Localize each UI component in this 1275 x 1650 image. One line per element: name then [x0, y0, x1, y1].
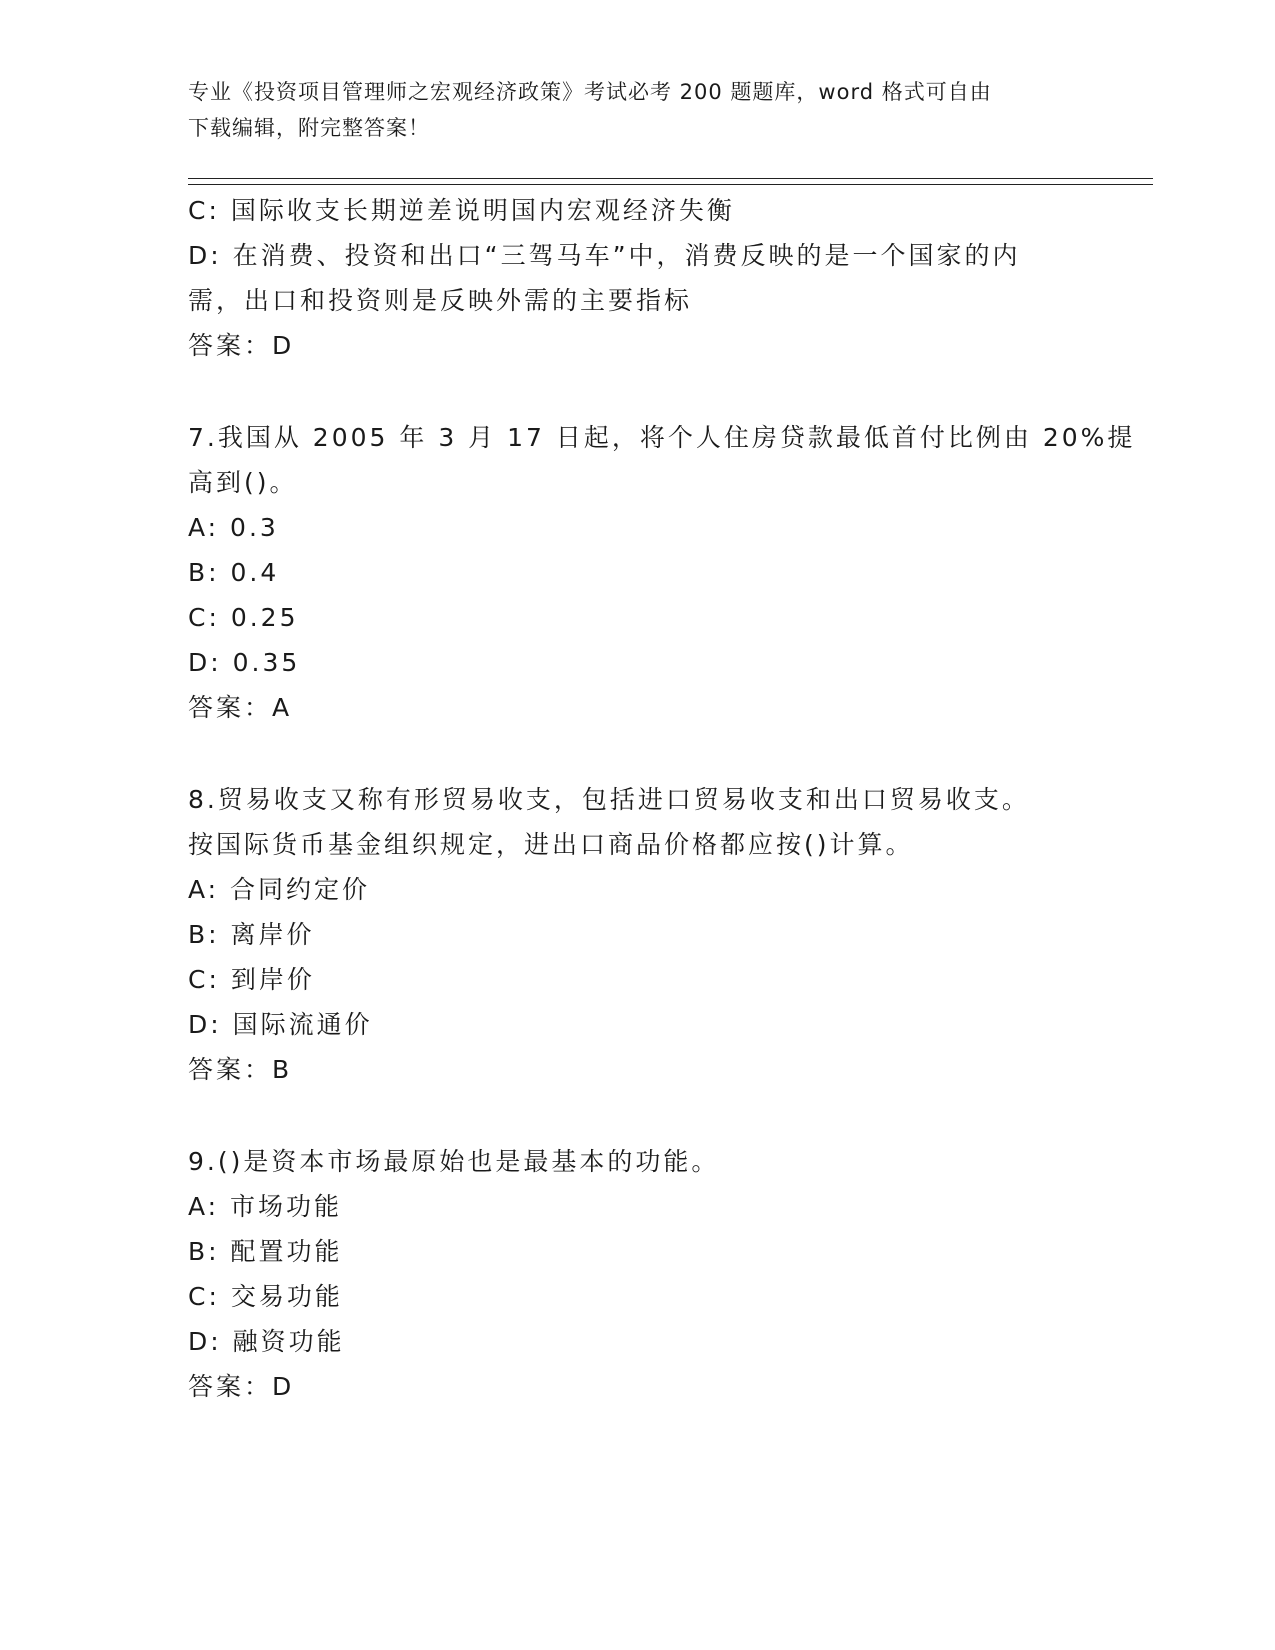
option-b: B: 离岸价 [188, 920, 315, 949]
question-8 [188, 777, 1088, 1093]
option-d: D: 国际流通价 [188, 1010, 373, 1039]
option-b: B: 0.4 [188, 558, 280, 587]
option-b: B: 配置功能 [188, 1237, 343, 1266]
header-line-2: 下载编辑，附完整答案！ [188, 116, 430, 140]
answer: 答案：B [188, 1055, 293, 1084]
option-a: A: 合同约定价 [188, 875, 371, 904]
question-7 [188, 415, 1136, 731]
option-d: D: 0.35 [188, 648, 301, 677]
header-line-1: 专业《投资项目管理师之宏观经济政策》考试必考 200 题题库，word 格式可自由 [188, 80, 992, 104]
option-c: C: 0.25 [188, 603, 299, 632]
question-stem-line-2: 高到()。 [188, 468, 298, 497]
option-a: A: 0.3 [188, 513, 279, 542]
option-d-line-2: 需，出口和投资则是反映外需的主要指标 [188, 286, 693, 315]
option-c: C: 国际收支长期逆差说明国内宏观经济失衡 [188, 196, 735, 225]
answer: 答案：A [188, 693, 293, 722]
answer: 答案：D [188, 1372, 295, 1401]
question-stem-line-1: 8.贸易收支又称有形贸易收支，包括进口贸易收支和出口贸易收支。 [188, 785, 1030, 814]
option-c: C: 到岸价 [188, 965, 315, 994]
continued-question [188, 188, 1088, 369]
question-stem-line-1: 7.我国从 2005 年 3 月 17 日起，将个人住房贷款最低首付比例由 20%提 [188, 423, 1136, 452]
option-a: A: 市场功能 [188, 1192, 343, 1221]
question-stem-line-2: 按国际货币基金组织规定，进出口商品价格都应按()计算。 [188, 830, 914, 859]
option-d: D: 融资功能 [188, 1327, 345, 1356]
answer: 答案：D [188, 331, 295, 360]
option-d-line-1: D: 在消费、投资和出口“三驾马车”中，消费反映的是一个国家的内 [188, 241, 1021, 270]
question-9 [188, 1139, 1088, 1410]
header-divider-top [188, 178, 1153, 179]
option-c: C: 交易功能 [188, 1282, 343, 1311]
document-body [188, 188, 1136, 1410]
question-stem-line-1: 9.()是资本市场最原始也是最基本的功能。 [188, 1147, 720, 1176]
header-divider-bottom [188, 184, 1153, 185]
document-header [188, 74, 1088, 146]
